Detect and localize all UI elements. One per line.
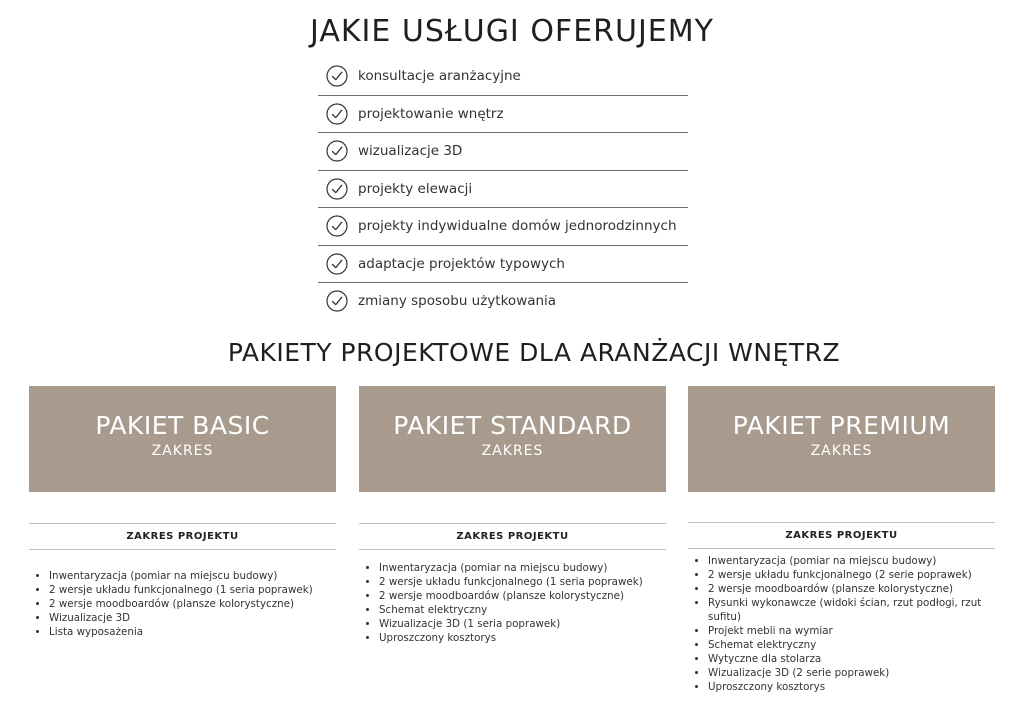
scope-item: • 2 wersje moodboardów (plansze kolorystyczne) [708,582,995,596]
service-item [318,208,688,246]
scope-item: • Schemat elektryczny [379,603,666,617]
scope-item: • Projekt mebli na wymiar [708,624,995,638]
package-header [29,386,336,492]
service-label: adaptacje projektów typowych [358,255,565,272]
service-label: konsultacje aranżacyjne [358,68,521,85]
check-circle-icon [326,215,348,237]
service-item [318,58,688,96]
services-title: JAKIE USŁUGI OFERUJEMY [310,14,714,49]
scope-item: • Schemat elektryczny [708,638,995,652]
service-label: wizualizacje 3D [358,143,463,160]
service-label: zmiany sposobu użytkowania [358,293,557,310]
package-subtitle: ZAKRES [481,443,544,459]
package-premium [688,386,995,693]
scope-heading: ZAKRES PROJEKTU [688,522,995,549]
check-circle-icon [326,65,348,87]
package-basic [29,386,336,638]
scope-item: • Wizualizacje 3D [49,611,336,625]
package-standard [359,386,666,644]
scope-heading: ZAKRES PROJEKTU [359,523,666,550]
scope-item: • 2 wersje moodboardów (plansze kolorystyczne) [49,597,336,611]
check-circle-icon [326,103,348,125]
service-item [318,283,688,320]
package-name: PAKIET BASIC [95,411,270,440]
package-name: PAKIET PREMIUM [732,411,951,440]
service-label: projekty elewacji [358,180,473,197]
scope-item: • 2 wersje układu funkcjonalnego (2 serie poprawek) [708,568,995,582]
package-subtitle: ZAKRES [810,443,873,459]
check-circle-icon [326,140,348,162]
service-item [318,171,688,209]
service-item [318,133,688,171]
scope-item: • 2 wersje układu funkcjonalnego (1 seria poprawek) [379,575,666,589]
package-header [688,386,995,492]
scope-item: • Lista wyposażenia [49,625,336,639]
scope-item: • Wizualizacje 3D (2 serie poprawek) [708,666,995,680]
scope-heading: ZAKRES PROJEKTU [29,523,336,550]
scope-list [29,569,336,639]
packages-title: PAKIETY PROJEKTOWE DLA ARANŻACJI WNĘTRZ [227,338,841,367]
check-circle-icon [326,253,348,275]
check-circle-icon [326,178,348,200]
scope-item: • Inwentaryzacja (pomiar na miejscu budowy) [379,561,666,575]
scope-item: • Rysunki wykonawcze (widoki ścian, rzut podłogi, rzut sufitu) [708,596,995,624]
services-list [318,58,688,320]
scope-item: • 2 wersje układu funkcjonalnego (1 seria poprawek) [49,583,336,597]
scope-item: • Inwentaryzacja (pomiar na miejscu budowy) [708,554,995,568]
scope-list [688,554,995,694]
package-name: PAKIET STANDARD [393,411,632,440]
scope-item: • 2 wersje moodboardów (plansze kolorystyczne) [379,589,666,603]
scope-item: • Wizualizacje 3D (1 seria poprawek) [379,617,666,631]
service-label: projekty indywidualne domów jednorodzinnych [358,218,677,235]
scope-item: • Uproszczony kosztorys [379,631,666,645]
scope-item: • Uproszczony kosztorys [708,680,995,694]
service-item [318,246,688,284]
service-item [318,96,688,134]
scope-item: • Inwentaryzacja (pomiar na miejscu budowy) [49,569,336,583]
service-label: projektowanie wnętrz [358,105,504,122]
package-subtitle: ZAKRES [151,443,214,459]
scope-list [359,561,666,645]
check-circle-icon [326,290,348,312]
scope-item: • Wytyczne dla stolarza [708,652,995,666]
package-header [359,386,666,492]
